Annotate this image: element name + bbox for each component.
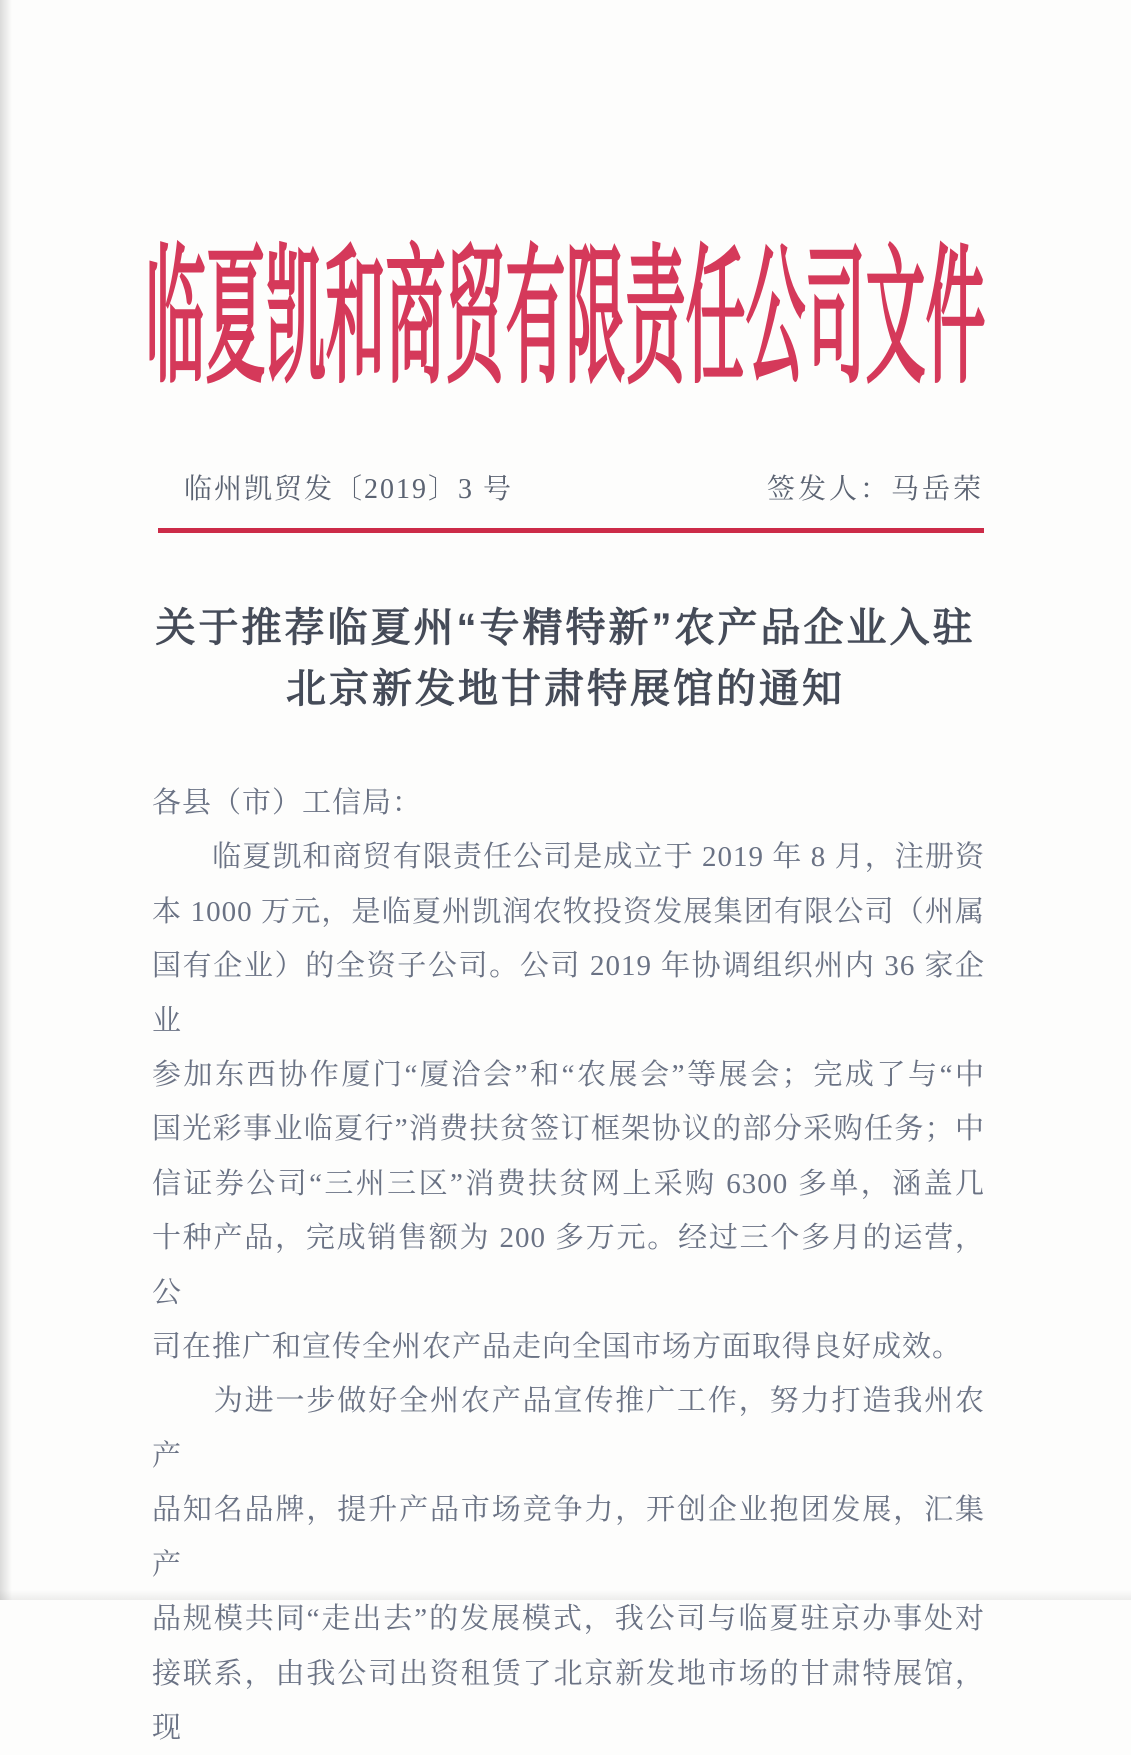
red-letterhead bbox=[0, 240, 1131, 398]
red-divider-rule bbox=[158, 528, 984, 533]
salutation: 各县（市）工信局： bbox=[152, 776, 985, 830]
body-line: 品规模共同“走出去”的发展模式，我公司与临夏驻京办事处对 bbox=[152, 1592, 985, 1646]
body-line: 临夏凯和商贸有限责任公司是成立于 2019 年 8 月，注册资 bbox=[152, 830, 985, 884]
body-line: 十种产品，完成销售额为 200 多万元。经过三个多月的运营，公 bbox=[152, 1211, 985, 1320]
doc-number: 临州凯贸发〔2019〕3 号 bbox=[158, 472, 513, 508]
body-line: 参加东西协作厦门“厦洽会”和“农展会”等展会；完成了与“中 bbox=[152, 1048, 985, 1102]
notice-title-line1: 关于推荐临夏州“专精特新”农产品企业入驻 bbox=[0, 598, 1131, 659]
notice-title bbox=[0, 598, 1131, 720]
body-line: 国光彩事业临夏行”消费扶贫签订框架协议的部分采购任务；中 bbox=[152, 1102, 985, 1156]
notice-title-line2: 北京新发地甘肃特展馆的通知 bbox=[0, 659, 1131, 720]
body-line: 本 1000 万元，是临夏州凯润农牧投资发展集团有限公司（州属 bbox=[152, 885, 985, 939]
body-line: 接联系，由我公司出资租赁了北京新发地市场的甘肃特展馆，现 bbox=[152, 1647, 985, 1755]
issuer-name: 签发人：马岳荣 bbox=[767, 472, 984, 508]
document-body bbox=[152, 776, 985, 1755]
doc-meta-row bbox=[158, 472, 984, 508]
body-line: 国有企业）的全资子公司。公司 2019 年协调组织州内 36 家企业 bbox=[152, 939, 985, 1048]
body-line: 信证券公司“三州三区”消费扶贫网上采购 6300 多单，涵盖几 bbox=[152, 1157, 985, 1211]
body-line: 为进一步做好全州农产品宣传推广工作，努力打造我州农产 bbox=[152, 1374, 985, 1483]
body-line: 品知名品牌，提升产品市场竞争力，开创企业抱团发展，汇集产 bbox=[152, 1483, 985, 1592]
body-line: 司在推广和宣传全州农产品走向全国市场方面取得良好成效。 bbox=[152, 1320, 985, 1374]
org-document-title: 临夏凯和商贸有限责任公司文件 bbox=[146, 244, 986, 394]
